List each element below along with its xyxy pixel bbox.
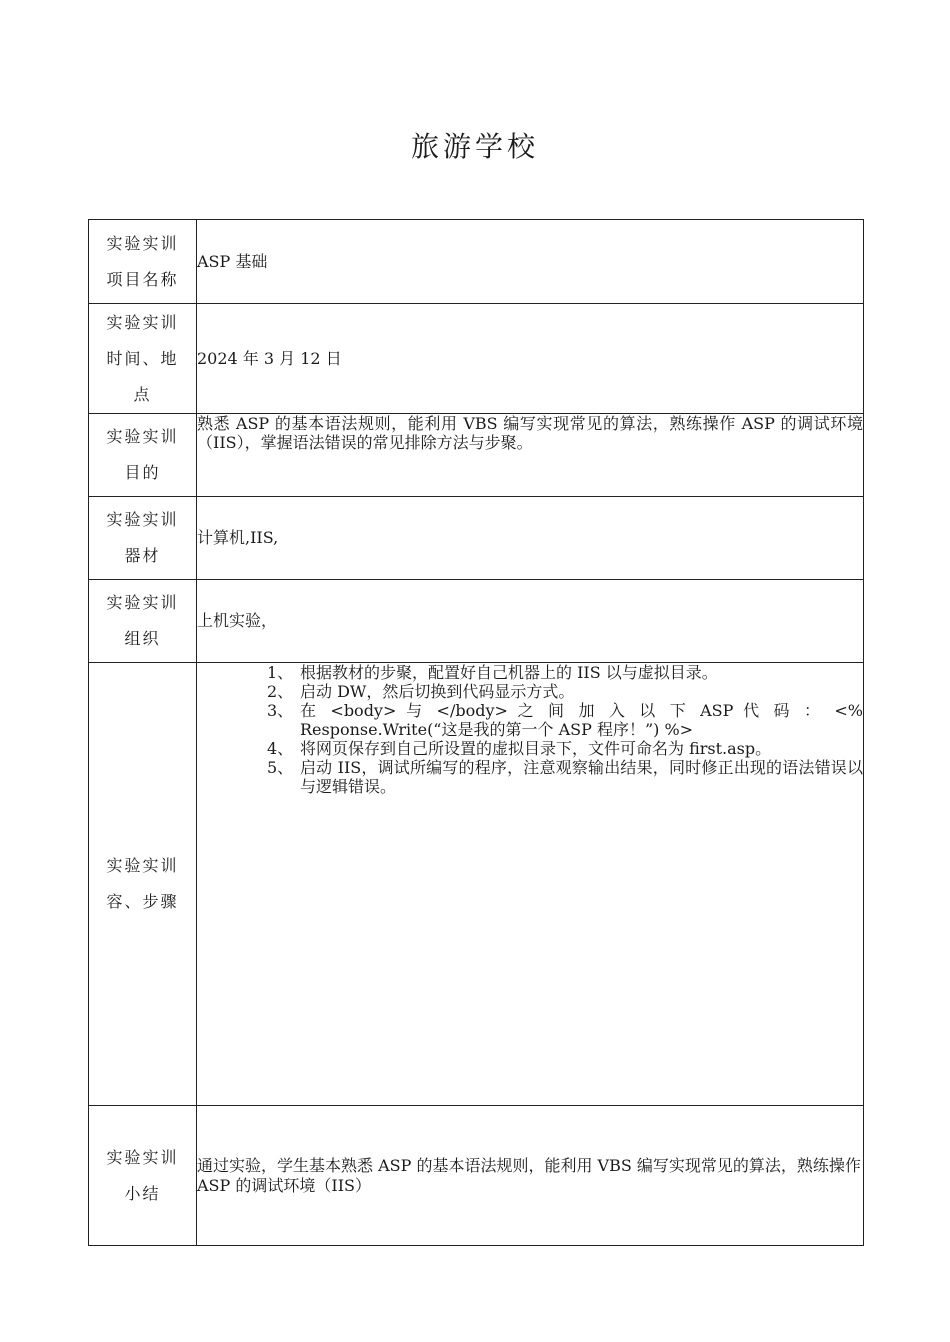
steps-list [197,663,863,796]
purpose-value: 熟悉 ASP 的基本语法规则，能利用 VBS 编写实现常见的算法，熟练操作 ASP 的调试环境（IIS），掌握语法错误的常见排除方法与步聚。 [197,414,863,452]
table-row [89,580,864,663]
equipment-value: 计算机,IIS, [197,497,864,580]
step-item [197,663,863,682]
row-label-project-name [89,220,197,304]
step-item [197,701,863,739]
label-line: 实验实训 [106,593,179,612]
table-row [89,1106,864,1246]
step-item [197,739,863,758]
step-text: 将网页保存到自己所设置的虚拟目录下，文件可命名为 first.asp。 [300,739,772,758]
label-line: 实验实训 [106,1147,179,1167]
step-number: 5、 [267,758,294,777]
row-label-organization [89,580,197,663]
purpose-cell [197,414,864,497]
step-number: 3、 [267,701,294,720]
steps-cell [197,663,864,1106]
step-number: 1、 [267,663,294,682]
step-text: 启动 IIS，调试所编写的程序，注意观察输出结果，同时修正出现的语法错误以与逻辑错误。 [300,758,863,796]
label-line: 目的 [124,463,161,482]
label-line: 点 [133,384,152,404]
project-name-value: ASP 基础 [197,220,864,304]
label-line: 实验实训 [106,427,179,446]
label-line: 器材 [124,546,161,565]
report-table [88,219,864,1246]
step-item [197,682,863,701]
step-text: 启动 DW，然后切换到代码显示方式。 [300,682,575,701]
step-item [197,758,863,796]
label-line: 组织 [124,629,161,648]
label-line: 实验实训 [106,856,179,875]
label-line: 小结 [124,1183,161,1203]
page-title: 旅游学校 [410,130,539,163]
row-label-purpose [89,414,197,497]
row-label-summary [89,1106,197,1246]
step-number: 4、 [267,739,294,758]
table-row [89,414,864,497]
label-line: 项目名称 [106,269,179,289]
step-text: 根据教材的步聚，配置好自己机器上的 IIS 以与虚拟目录。 [300,663,718,682]
step-text: 在 <body> 与 </body> 之 间 加 入 以 下 ASP 代 码 ： <% Response.Write(“这是我的第一个 ASP 程序！”) %> [300,701,863,739]
step-number: 2、 [267,682,294,701]
organization-value: 上机实验， [197,580,864,663]
table-row [89,304,864,414]
table-row [89,663,864,1106]
label-line: 实验实训 [106,233,179,253]
table-row [89,220,864,304]
label-line: 实验实训 [106,312,179,332]
label-line: 实验实训 [106,510,179,529]
table-row [89,497,864,580]
row-label-equipment [89,497,197,580]
row-label-time-place [89,304,197,414]
time-place-value: 2024 年 3 月 12 日 [197,304,864,414]
label-line: 时间、地 [106,348,179,368]
summary-value: 通过实验，学生基本熟悉 ASP 的基本语法规则，能利用 VBS 编写实现常见的算法，熟练操作 ASP 的调试环境（IIS） [197,1106,864,1246]
label-line: 容、步骤 [106,892,179,911]
row-label-steps [89,663,197,1106]
